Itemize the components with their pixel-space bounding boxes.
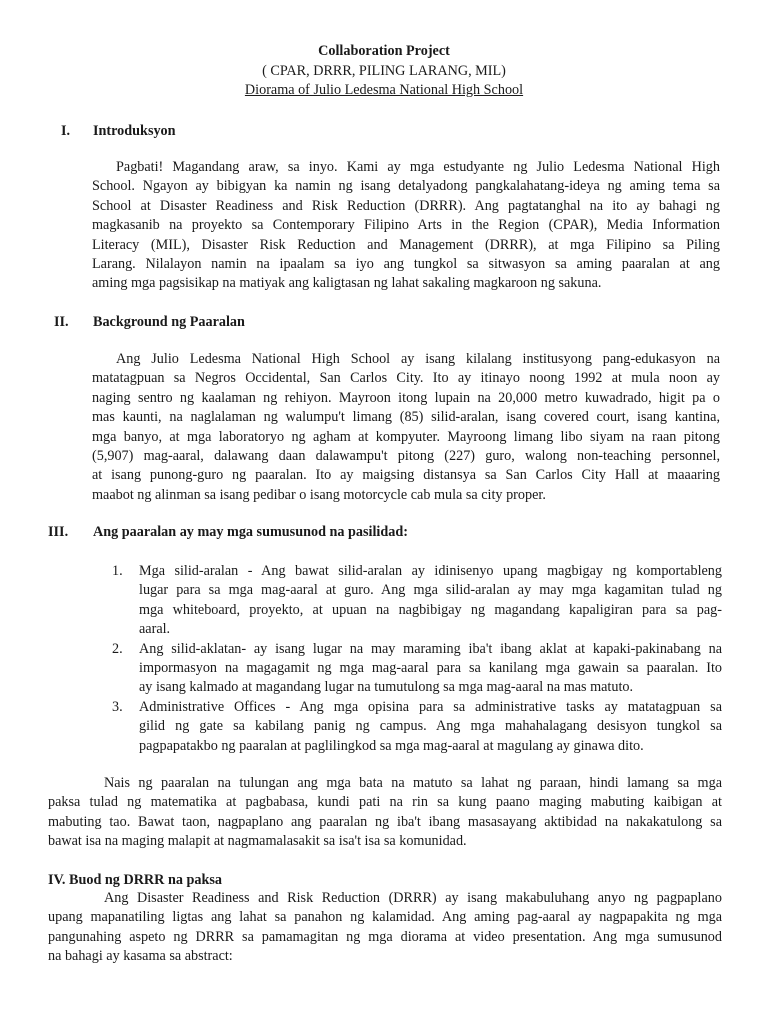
paragraph-drrr <box>48 889 722 967</box>
list-line: aaral. <box>139 621 171 638</box>
document-subtitle: ( CPAR, DRRR, PILING LARANG, MIL) <box>262 62 506 79</box>
paragraph-line: bawat isa na maging malapit at nagmamalasakit sa isa't isa sa komunidad. <box>48 833 467 850</box>
list-number: 1. <box>112 563 123 579</box>
section-title: Ang paaralan ay may mga sumusunod na pasilidad: <box>93 524 408 540</box>
paragraph-line: Larang. Nilalayon namin na ipaalam sa iyo ang tungkol sa sitwasyon sa aming paaralan at ang <box>92 255 720 272</box>
list-line: lugar para sa mga mag-aaral at guro. Ang mga silid-aralan ay may mga kagamitan tulad ng <box>139 582 722 599</box>
list-line: gilid ng gate sa kabilang panig ng campus. Ang mga mahahalagang desisyon tungkol sa <box>139 718 722 735</box>
paragraph-line: Pagbati! Magandang araw, sa inyo. Kami ay mga estudyante ng Julio Ledesma National High <box>116 159 720 175</box>
paragraph-line: aming mga pagsisikap na matiyak ang kaligtasan ng lahat sakaling magkaroon ng sakuna. <box>92 275 602 292</box>
list-number: 3. <box>112 698 123 715</box>
paragraph-line: mas kaunti, na naglalaman ng walumpu't limang (85) silid-aralan, isang covered court, isang kantina, <box>92 409 720 426</box>
list-line: ay isang kalmado at magandang lugar na tumutulong sa mga mag-aaral na mas matuto. <box>139 679 634 696</box>
paragraph-introduksyon <box>92 158 720 294</box>
section-title: Introduksyon <box>93 123 176 139</box>
paragraph-line: Literacy (MIL), Disaster Risk Reduction and Management (DRRR), at mga Filipino sa Piling <box>92 236 720 253</box>
paragraph-line: at isang punong-guro ng paaralan. Ito ay maigsing distansya sa San Carlos City Hall at maaaring <box>92 467 720 484</box>
paragraph-line: mga banyo, at mga laboratoryo ng agham at kompyuter. Mayroong limang libo siyam na raan pitong <box>92 428 720 445</box>
facilities-list <box>112 562 722 756</box>
list-line: pagpapatakbo ng paaralan at paglilingkod sa mga mag-aaral at magulang ay ginawa dito. <box>139 737 644 754</box>
document-title: Collaboration Project <box>318 43 450 59</box>
section-title: Background ng Paaralan <box>93 314 245 330</box>
paragraph-line: Ang Disaster Readiness and Risk Reduction (DRRR) ay isang makabuluhang anyo ng pagpaplano <box>104 890 722 906</box>
list-line: Ang silid-aklatan- ay isang lugar na may maraming iba't ibang aklat at kapaki-pakinabang na <box>139 640 722 657</box>
section-number: II. <box>54 314 69 330</box>
paragraph-line: upang mapanatiling ligtas ang lahat sa panahon ng kalamidad. Ang aming pag-aaral ay nagpapakita ng mga <box>48 909 722 926</box>
paragraph-line: pangunahing aspeto ng DRRR sa pamamagitan ng mga diorama at video presentation. Ang mga sumusunod <box>48 928 722 945</box>
list-item <box>112 640 722 698</box>
section-number: III. <box>48 524 69 540</box>
list-item <box>112 562 722 640</box>
paragraph-line: naging sentro ng kaalaman ng rehiyon. Mayroon itong lupain na 20,000 metro kuwadrado, higit pa o <box>92 389 720 406</box>
paragraph-line: Ang Julio Ledesma National High School ay isang kilalang institusyong pang-edukasyon na <box>116 351 720 367</box>
paragraph-line: maabot ng alinman sa isang pedibar o isang motorcycle cab mula sa city proper. <box>92 486 546 503</box>
section-title: IV. Buod ng DRRR na paksa <box>48 872 222 888</box>
list-line: mga whiteboard, proyekto, at upuan na nagbibigay ng magandang kapaligiran para sa pag- <box>139 601 722 618</box>
list-line: impormasyon na magagamit ng mga mag-aaral para sa kanilang mga gawain sa paaralan. Ito <box>139 659 722 676</box>
document-header <box>0 42 768 101</box>
paragraph-line: paksa tulad ng matematika at pagbabasa, kundi pati na rin sa kung paano maging mabuting kaibigan at <box>48 794 722 811</box>
document-project-name: Diorama of Julio Ledesma National High School <box>244 82 524 98</box>
paragraph-line: mabuting tao. Bawat taon, nagpaplano ang paaralan ng iba't ibang masasayang aktibidad na nakakatulong sa <box>48 813 722 830</box>
paragraph-background <box>92 350 720 505</box>
list-line: Administrative Offices - Ang mga opisina para sa administrative tasks ay matatagpuan sa <box>139 698 722 715</box>
list-number: 2. <box>112 640 123 657</box>
paragraph-line: na bahagi ay kasama sa abstract: <box>48 948 233 965</box>
paragraph-line: magkasanib na proyekto sa Contemporary Filipino Arts in the Region (CPAR), Media Information <box>92 217 720 234</box>
list-line: Mga silid-aralan - Ang bawat silid-aralan ay idinisenyo upang magbigay ng komportableng <box>139 563 722 579</box>
list-item <box>112 698 722 756</box>
paragraph-closing <box>48 774 722 852</box>
paragraph-line: Nais ng paaralan na tulungan ang mga bata na matuto sa lahat ng paraan, hindi lamang sa mga <box>104 775 722 791</box>
section-number: I. <box>61 123 71 139</box>
paragraph-line: School. Ngayon ay bibigyan ka namin ng isang detalyadong pangkalahatang-ideya ng aming tema sa <box>92 178 720 195</box>
paragraph-line: (5,907) mag-aaral, dalawang daan dalawampu't pitong (227) guro, walong non-teaching personnel, <box>92 447 720 464</box>
paragraph-line: School at Disaster Readiness and Risk Reduction (DRRR). Ang pagtatanghal na ito ay bahagi ng <box>92 197 720 214</box>
paragraph-line: matatagpuan sa Negros Occidental, San Carlos City. Ito ay itinayo noong 1992 at mula noon ay <box>92 370 720 387</box>
